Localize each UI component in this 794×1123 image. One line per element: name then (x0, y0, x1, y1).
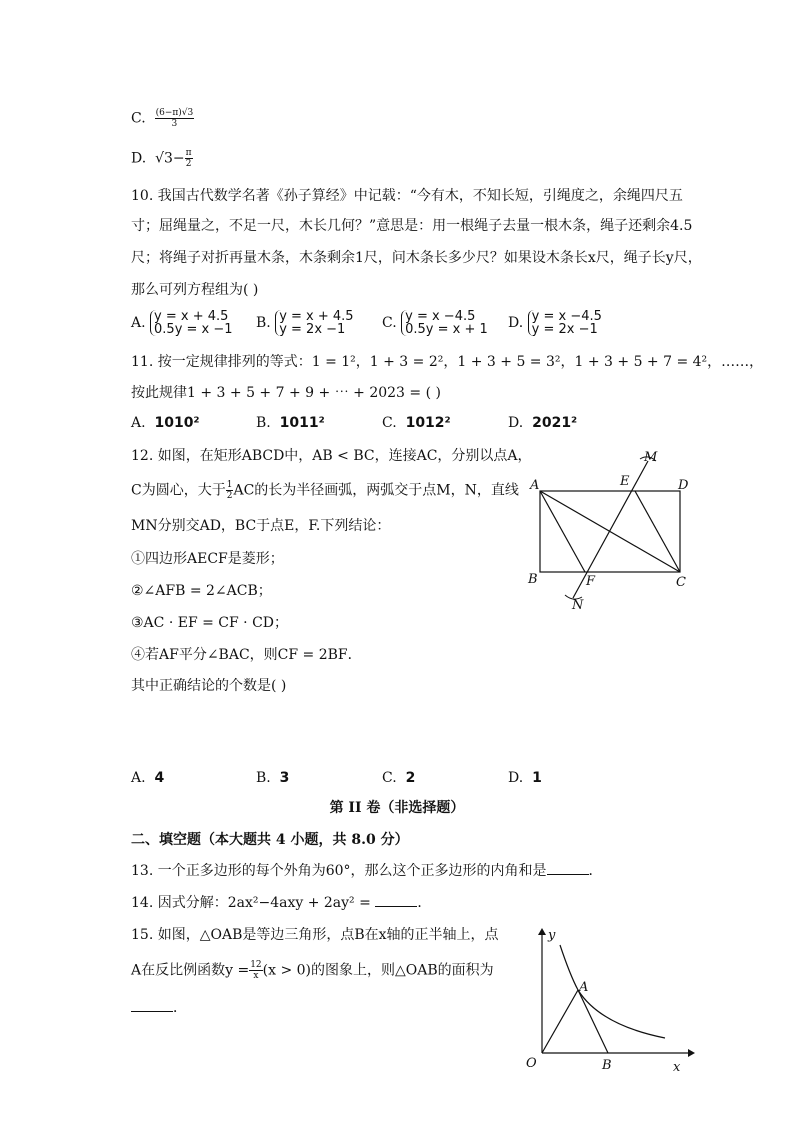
q10-option-d[interactable]: D. y = x −4.5 y = 2x −1 (508, 309, 602, 337)
segment-ab (578, 990, 608, 1053)
label-d: D (678, 478, 689, 493)
q9-option-c[interactable]: C. $\frac{(6-\pi)√3}{3}$ (131, 108, 194, 129)
q13-answer-blank[interactable] (547, 862, 589, 875)
label-m: M (644, 450, 658, 465)
label-e: E (620, 474, 630, 489)
q10-option-b[interactable]: B. y = x + 4.5 y = 2x −1 (256, 309, 354, 337)
q9-option-d[interactable]: D. √3− $\frac{\pi}{2}$ (131, 148, 192, 169)
q11-option-d[interactable]: D. 2021² (508, 415, 578, 431)
q10-line-2: 寸；屈绳量之，不足一尺，木长几何？”意思是：用一根绳子去量一根木条，绳子还剩余4.5 (131, 218, 693, 234)
q12-conclusion-2: ②∠AFB = 2∠ACB； (131, 583, 272, 599)
q10-line-1: 10. 我国古代数学名著《孙子算经》中记载：“今有木，不知长短，引绳度之，余绳四尺五 (131, 188, 683, 204)
q14-answer-blank[interactable] (375, 894, 417, 907)
q12-line-1: 12. 如图，在矩形ABCD中，AB < BC，连接AC，分别以点A， (131, 448, 532, 464)
q10-line-3: 尺；将绳子对折再量木条，木条剩余1尺，问木条长多少尺？如果设木条长x尺，绳子长y尺， (131, 250, 702, 266)
q12-conclusion-1: ①四边形AECF是菱形； (131, 551, 284, 567)
q11-option-b[interactable]: B. 1011² (256, 415, 325, 431)
q10-option-d-system: y = x −4.5 y = 2x −1 (528, 310, 602, 336)
q13: 13. 一个正多边形的每个外角为60°，那么这个正多边形的内角和是 ． (131, 863, 603, 879)
label-b: B (602, 1058, 612, 1073)
q15-coordinate-figure (520, 925, 695, 1080)
q15-line-2: A在反比例函数y = $\frac{12}{x}$ (x > 0)的图象上，则△OAB的面积为 (131, 960, 494, 981)
q12-conclusion-3: ③AC · EF = CF · CD； (131, 615, 289, 631)
label-b: B (528, 572, 538, 587)
q10-option-c-system: y = x −4.5 0.5y = x + 1 (401, 310, 488, 336)
q15-line-3: ． (131, 998, 187, 1018)
q15-fraction: $\frac{12}{x}$ (250, 960, 262, 981)
q12-conclusion-4: ④若AF平分∠BAC，则CF = 2BF． (131, 647, 362, 663)
q15-line-1: 15. 如图，△OAB是等边三角形，点B在x轴的正半轴上，点 (131, 927, 499, 943)
q12-option-c[interactable]: C. 2 (382, 770, 416, 786)
q11-option-a[interactable]: A. 1010² (131, 415, 200, 431)
q10-option-c[interactable]: C. y = x −4.5 0.5y = x + 1 (382, 309, 488, 337)
q12-question: 其中正确结论的个数是( ) (131, 678, 287, 694)
label-c: C (676, 575, 686, 590)
q12-option-a[interactable]: A. 4 (131, 770, 165, 786)
label-o: O (526, 1056, 537, 1071)
q10-option-a[interactable]: A. y = x + 4.5 0.5y = x −1 (131, 309, 233, 337)
label-y: y (548, 928, 556, 943)
segment-af (540, 491, 585, 572)
q12-half-fraction: $\frac{1}{2}$ (226, 480, 233, 501)
line-mn (573, 461, 648, 598)
q14: 14. 因式分解：2ax²−4axy + 2ay² = ． (131, 895, 432, 911)
section-2-heading: 二、填空题（本大题共 4 小题，共 8.0 分） (131, 832, 409, 848)
label-f: F (586, 574, 596, 589)
q12-line-2: C为圆心，大于 $\frac{1}{2}$ AC的长为半径画弧，两弧交于点M，N，直线 (131, 480, 519, 501)
q12-option-b[interactable]: B. 3 (256, 770, 290, 786)
y-axis-arrow-icon (538, 928, 546, 935)
q10-line-4: 那么可列方程组为( ) (131, 282, 259, 298)
q10-option-b-system: y = x + 4.5 y = 2x −1 (275, 310, 353, 336)
q12-option-d[interactable]: D. 1 (508, 770, 542, 786)
segment-oa (542, 990, 578, 1053)
x-axis-arrow-icon (688, 1049, 695, 1057)
q11-line-1: 11. 按一定规律排列的等式：1 = 1²，1 + 3 = 2²，1 + 3 + 5 = 3²，1 + 3 + 5 + 7 = 4²，……， (131, 354, 764, 370)
q11-option-c[interactable]: C. 1012² (382, 415, 451, 431)
q12-rectangle-figure (520, 445, 700, 615)
section-2-title: 第 II 卷（非选择题） (329, 800, 465, 816)
q9-option-c-fraction: $\frac{(6-\pi)√3}{3}$ (155, 108, 194, 129)
label-a: A (530, 478, 540, 493)
hyperbola-curve (560, 945, 665, 1038)
label-x: x (673, 1060, 681, 1075)
label-a: A (579, 980, 589, 995)
q15-answer-blank[interactable] (131, 999, 173, 1012)
q12-line-3: MN分别交AD，BC于点E，F.下列结论： (131, 518, 391, 534)
q9-option-d-fraction: $\frac{\pi}{2}$ (185, 148, 192, 169)
q11-line-2: 按此规律1 + 3 + 5 + 7 + 9 + ⋯ + 2023 = ( ) (131, 385, 441, 401)
q10-option-a-system: y = x + 4.5 0.5y = x −1 (150, 310, 233, 336)
segment-ec (635, 491, 680, 572)
label-n: N (572, 598, 584, 613)
